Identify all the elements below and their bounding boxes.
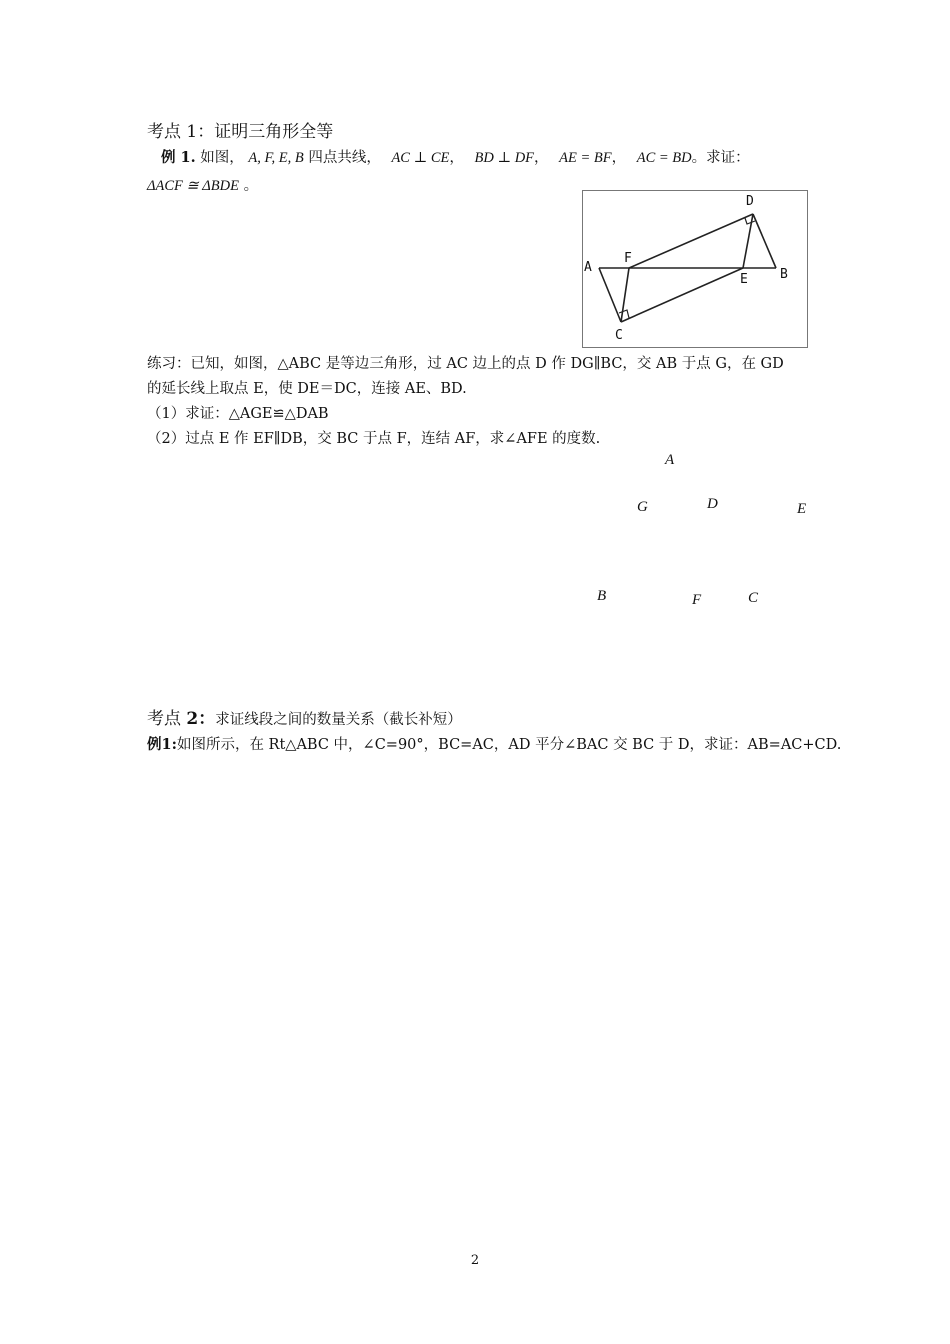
figure1-label-e: E [740,272,748,287]
example1-cond2: BD ⊥ DF [474,150,535,166]
practice-line2: 的延长线上取点 E，使 DE＝DC，连接 AE、BD. [147,381,467,397]
example1-line2 [147,174,258,195]
right-angle-c [619,310,629,318]
segment-db [753,214,776,268]
figure2-label-f: F [692,592,702,608]
practice-q2: （2）过点 E 作 EF∥DB，交 BC 于点 F，连结 AF，求∠AFE 的度数. [147,431,601,447]
example1-cond3: AE = BF [559,150,612,166]
figure2-label-g: G [637,499,648,515]
figure1-label-c: C [615,328,623,343]
figure2-label-b: B [597,588,607,604]
segment-ac [599,268,621,322]
section2-example-label: 例1: [147,736,177,753]
section1-heading: 考点 1：证明三角形全等 [147,122,334,142]
example1-line1: 例 1. 如图， A, F, E, B 四点共线， AC ⊥ CE， BD ⊥ DF， AE = BF， AC = BD。求证： [161,149,750,166]
practice-q1: （1）求证：△AGE≌△DAB [147,406,329,422]
figure1-label-a: A [584,260,592,275]
figure2-label-c: C [748,590,759,606]
figure1-label-f: F [624,251,632,266]
example1-cond4: AC = BD [636,150,692,166]
figure1-label-d: D [746,194,754,209]
section2-example-text: 如图所示，在 Rt△ABC 中，∠C=90°，BC=AC，AD 平分∠BAC 交 BC 于 D，求证：AB=AC+CD. [176,737,842,753]
figure1-box [582,190,808,348]
example1-prove: 。求证： [691,150,750,166]
section2-heading-num: 2 [186,709,199,729]
section2-example [147,733,841,754]
section2-heading [147,704,462,729]
figure1-diagram [583,191,809,349]
page-number: 2 [470,1253,480,1268]
segment-fd [629,214,753,268]
section2-heading-prefix: 考点 [147,709,187,729]
section2-heading-rest: 求证线段之间的数量关系（截长补短） [215,712,462,728]
figure2-label-e: E [797,501,807,517]
right-angle-d [745,218,755,224]
section2-heading-colon: ： [198,709,216,729]
example1-points: A, F, E, B [248,150,304,166]
figure2-label-d: D [707,496,718,512]
example1-label: 例 1. [161,149,196,166]
example1-collinear: 四点共线， [308,150,381,166]
segment-ce [621,268,743,322]
example1-end: 。 [243,178,259,194]
example1-cond1: AC ⊥ CE [391,150,450,166]
example1-intro: 如图， [200,150,244,166]
figure2-label-a: A [665,452,675,468]
example1-conclusion: ΔACF ≅ ΔBDE [147,178,239,194]
practice-line1: 练习：已知，如图，△ABC 是等边三角形，过 AC 边上的点 D 作 DG∥BC，交 AB 于点 G，在 GD [147,356,784,372]
figure1-label-b: B [780,267,788,282]
